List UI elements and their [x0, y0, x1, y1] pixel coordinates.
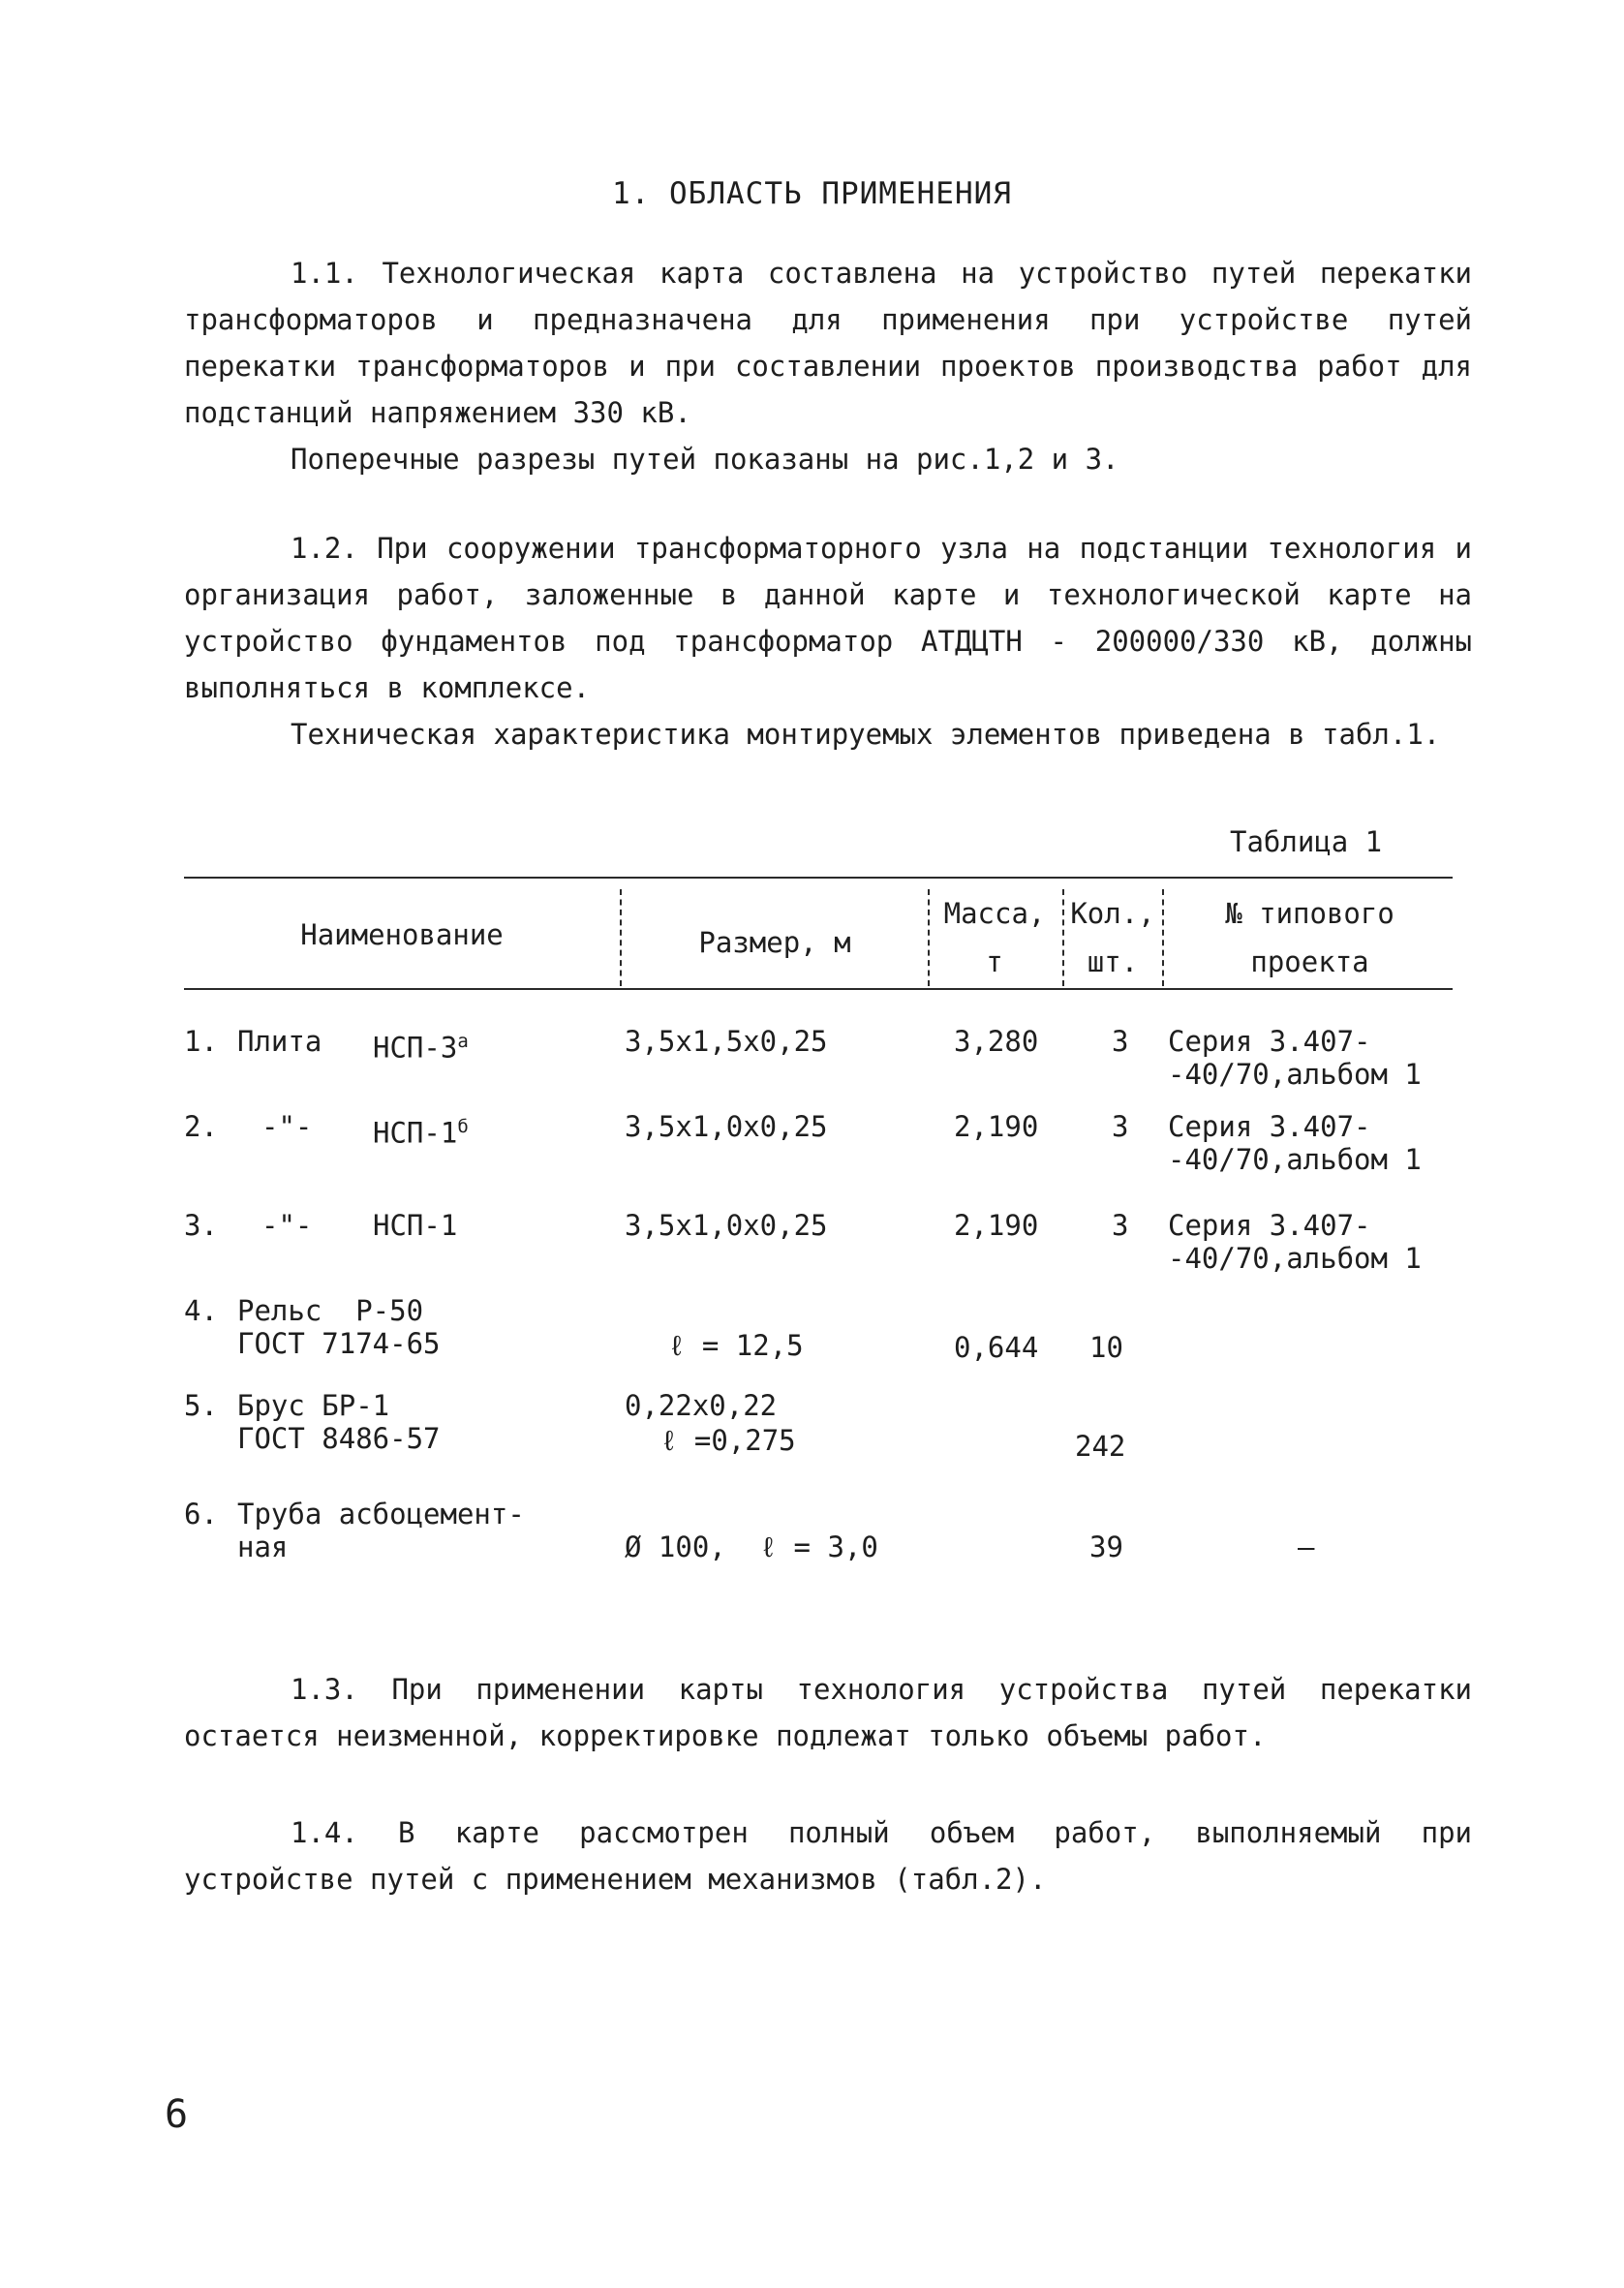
header-qty-unit: шт.	[1087, 945, 1139, 978]
row-name-code: НСП-1	[373, 1209, 458, 1242]
paragraph-1-2-table-ref: Техническая характеристика монтируемых элементов приведена в табл.1.	[291, 718, 1441, 751]
row-name-standard: ГОСТ 7174-65	[237, 1327, 441, 1360]
row-name: Рельс Р-50	[237, 1294, 424, 1327]
row-project: –	[1298, 1530, 1315, 1563]
paragraph-1-2: 1.2. При сооружении трансформаторного узла на подстанции технология и организация работ, заложенные в данной карте и технологической карте на устройство фундаментов под трансформатор АТДЦТН - 200000/330 кВ, должны выполняться в комплексе.	[184, 532, 1472, 704]
row-name-cont: ная	[237, 1530, 289, 1563]
row-qty: 242	[1075, 1430, 1126, 1463]
row-project: Серия 3.407-	[1168, 1209, 1371, 1242]
row-qty: 10	[1089, 1331, 1123, 1364]
column-separator	[1062, 889, 1064, 986]
header-mass: Масса,	[943, 897, 1046, 930]
header-size: Размер, м	[698, 926, 851, 959]
paragraph-1-3: 1.3. При применении карты технология устройства путей перекатки остается неизменной, корректировке подлежат только объемы работ.	[184, 1673, 1472, 1752]
paragraph-1-1: 1.1. Технологическая карта составлена на устройство путей перекатки трансформаторов и предназначена для применения при устройстве путей перекатки трансформаторов и при составлении проектов производства работ для подстанций напряжением 330 кВ.	[184, 257, 1472, 429]
row-size: 3,5х1,0х0,25	[625, 1110, 828, 1143]
row-number: 2.	[184, 1110, 218, 1143]
header-project-2: проекта	[1250, 945, 1369, 978]
header-qty: Кол.,	[1070, 897, 1155, 930]
column-separator	[1162, 889, 1164, 986]
row-size: 3,5х1,0х0,25	[625, 1209, 828, 1242]
row-mass: 3,280	[954, 1025, 1039, 1058]
paragraph-1-1-figures: Поперечные разрезы путей показаны на рис.1,2 и 3.	[291, 443, 1119, 476]
header-project: № типового	[1225, 897, 1394, 930]
row-name-code: НСП-$3^а$	[373, 1031, 469, 1065]
column-separator	[620, 889, 622, 986]
header-mass-unit: т	[986, 945, 1003, 978]
row-project-2: -40/70,альбом 1	[1168, 1058, 1422, 1091]
row-name: -"-	[261, 1209, 313, 1242]
row-project-2: -40/70,альбом 1	[1168, 1242, 1422, 1275]
row-qty: 3	[1112, 1209, 1129, 1242]
header-name: Наименование	[300, 918, 504, 951]
row-name: Плита	[237, 1025, 322, 1058]
row-qty: 3	[1112, 1110, 1129, 1143]
row-size: 3,5х1,5х0,25	[625, 1025, 828, 1058]
row-qty: 39	[1089, 1530, 1123, 1563]
table-header-rule	[184, 988, 1453, 990]
row-project: Серия 3.407-	[1168, 1025, 1371, 1058]
row-mass: 2,190	[954, 1110, 1039, 1143]
row-name: Труба асбоцемент-	[237, 1498, 525, 1530]
row-size: ℓ = 12,5	[668, 1329, 804, 1362]
row-number: 1.	[184, 1025, 218, 1058]
page-number: 6	[165, 2092, 189, 2137]
paragraph-1-4: 1.4. В карте рассмотрен полный объем работ, выполняемый при устройстве путей с применением механизмов (табл.2).	[184, 1816, 1472, 1896]
row-project-2: -40/70,альбом 1	[1168, 1143, 1422, 1176]
row-number: 4.	[184, 1294, 218, 1327]
column-separator	[928, 889, 930, 986]
row-number: 3.	[184, 1209, 218, 1242]
row-number: 5.	[184, 1389, 218, 1422]
row-name-code: НСП-$1^б$	[373, 1116, 469, 1150]
row-size: 0,22х0,22	[625, 1389, 778, 1422]
row-project: Серия 3.407-	[1168, 1110, 1371, 1143]
row-qty: 3	[1112, 1025, 1129, 1058]
table-top-rule	[184, 877, 1453, 879]
row-name: Брус БР-1	[237, 1389, 390, 1422]
section-title: 1. ОБЛАСТЬ ПРИМЕНЕНИЯ	[612, 176, 1012, 211]
row-size-length: ℓ =0,275	[660, 1424, 796, 1457]
row-size: Ø 100, ℓ = 3,0	[625, 1530, 878, 1563]
row-name-standard: ГОСТ 8486-57	[237, 1422, 441, 1455]
table-caption: Таблица 1	[1230, 825, 1383, 858]
row-mass: 2,190	[954, 1209, 1039, 1242]
row-mass: 0,644	[954, 1331, 1039, 1364]
row-number: 6.	[184, 1498, 218, 1530]
row-name: -"-	[261, 1110, 313, 1143]
